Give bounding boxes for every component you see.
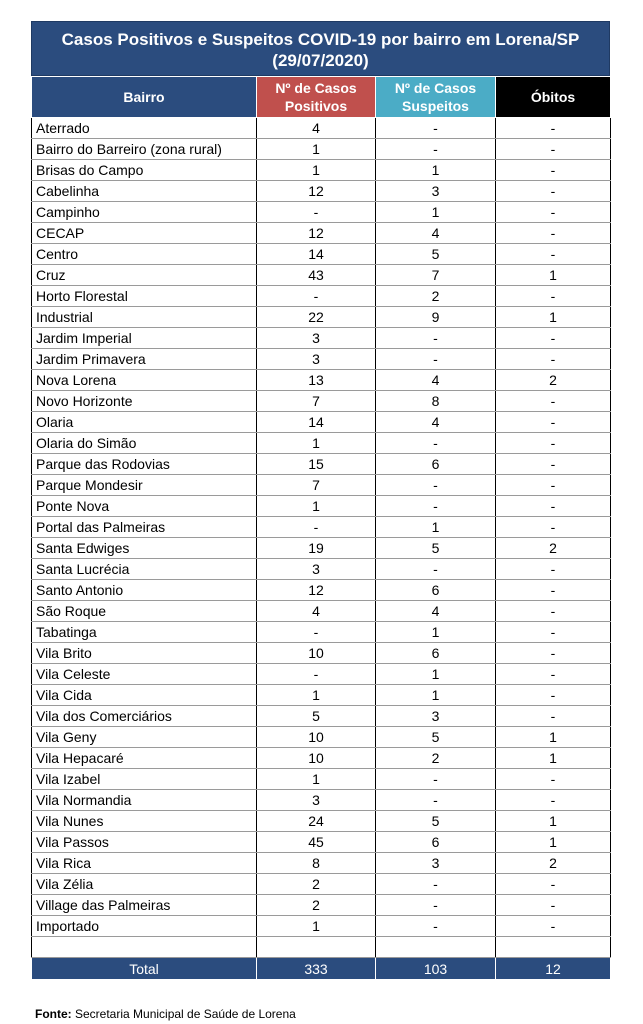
table-row xyxy=(32,622,611,643)
cell-suspeitos: 1 xyxy=(376,517,496,538)
cell-obitos: - xyxy=(496,286,611,307)
cell-bairro: Portal das Palmeiras xyxy=(32,517,257,538)
table-row xyxy=(32,727,611,748)
cell-bairro: Nova Lorena xyxy=(32,370,257,391)
header-positivos: Nº de Casos Positivos xyxy=(257,77,376,118)
cell-positivos: 43 xyxy=(257,265,376,286)
total-suspeitos: 103 xyxy=(376,958,496,980)
cell-bairro: Tabatinga xyxy=(32,622,257,643)
cell-obitos: 1 xyxy=(496,265,611,286)
spacer-cell xyxy=(257,937,376,958)
cell-obitos: - xyxy=(496,559,611,580)
cell-obitos: - xyxy=(496,874,611,895)
cell-bairro: Ponte Nova xyxy=(32,496,257,517)
table-row xyxy=(32,349,611,370)
table-row xyxy=(32,181,611,202)
cell-suspeitos: 9 xyxy=(376,307,496,328)
cell-suspeitos: 1 xyxy=(376,685,496,706)
cell-suspeitos: 3 xyxy=(376,181,496,202)
cell-positivos: - xyxy=(257,664,376,685)
cell-suspeitos: 6 xyxy=(376,454,496,475)
table-row xyxy=(32,433,611,454)
cell-positivos: - xyxy=(257,622,376,643)
cell-suspeitos: - xyxy=(376,349,496,370)
cell-obitos: - xyxy=(496,349,611,370)
table-row xyxy=(32,328,611,349)
header-bairro: Bairro xyxy=(32,77,257,118)
table-row xyxy=(32,664,611,685)
header-row xyxy=(32,77,611,118)
table-row xyxy=(32,370,611,391)
cell-suspeitos: - xyxy=(376,433,496,454)
cell-obitos: - xyxy=(496,916,611,937)
cell-positivos: 10 xyxy=(257,748,376,769)
cell-obitos: - xyxy=(496,664,611,685)
source-label: Fonte: xyxy=(35,1007,72,1021)
table-row xyxy=(32,517,611,538)
cell-bairro: Jardim Imperial xyxy=(32,328,257,349)
cell-suspeitos: - xyxy=(376,916,496,937)
cell-positivos: 45 xyxy=(257,832,376,853)
cell-suspeitos: 4 xyxy=(376,412,496,433)
cell-suspeitos: 6 xyxy=(376,643,496,664)
cell-obitos: - xyxy=(496,496,611,517)
table-body xyxy=(32,118,611,937)
cell-bairro: Santa Edwiges xyxy=(32,538,257,559)
cell-bairro: Bairro do Barreiro (zona rural) xyxy=(32,139,257,160)
cell-obitos: - xyxy=(496,391,611,412)
cell-obitos: - xyxy=(496,706,611,727)
table-row xyxy=(32,118,611,139)
cell-suspeitos: - xyxy=(376,496,496,517)
cell-obitos: - xyxy=(496,769,611,790)
cell-bairro: Vila Izabel xyxy=(32,769,257,790)
cell-bairro: Santo Antonio xyxy=(32,580,257,601)
total-label: Total xyxy=(32,958,257,980)
cell-bairro: Santa Lucrécia xyxy=(32,559,257,580)
cell-positivos: 3 xyxy=(257,328,376,349)
cell-obitos: 2 xyxy=(496,853,611,874)
cell-obitos: - xyxy=(496,202,611,223)
table-row xyxy=(32,475,611,496)
cell-bairro: Parque Mondesir xyxy=(32,475,257,496)
cell-suspeitos: - xyxy=(376,118,496,139)
table-row xyxy=(32,244,611,265)
cell-suspeitos: - xyxy=(376,790,496,811)
cell-obitos: - xyxy=(496,160,611,181)
cell-suspeitos: 2 xyxy=(376,748,496,769)
cell-bairro: Vila Normandia xyxy=(32,790,257,811)
cell-bairro: Olaria xyxy=(32,412,257,433)
cell-positivos: 12 xyxy=(257,580,376,601)
cell-obitos: - xyxy=(496,433,611,454)
table-row xyxy=(32,580,611,601)
cell-bairro: Cruz xyxy=(32,265,257,286)
cell-obitos: - xyxy=(496,118,611,139)
cell-positivos: 14 xyxy=(257,412,376,433)
table-row xyxy=(32,853,611,874)
table-row xyxy=(32,265,611,286)
cell-suspeitos: 2 xyxy=(376,286,496,307)
cell-positivos: 7 xyxy=(257,391,376,412)
cell-obitos: - xyxy=(496,475,611,496)
cell-obitos: - xyxy=(496,517,611,538)
cell-obitos: - xyxy=(496,622,611,643)
source-text: Secretaria Municipal de Saúde de Lorena xyxy=(75,1007,296,1021)
cell-positivos: 19 xyxy=(257,538,376,559)
cell-positivos: 10 xyxy=(257,643,376,664)
table-row xyxy=(32,769,611,790)
spacer-cell xyxy=(376,937,496,958)
cell-bairro: Jardim Primavera xyxy=(32,349,257,370)
table-row xyxy=(32,643,611,664)
cell-bairro: Vila dos Comerciários xyxy=(32,706,257,727)
cell-obitos: - xyxy=(496,139,611,160)
cell-bairro: Horto Florestal xyxy=(32,286,257,307)
cell-obitos: 2 xyxy=(496,370,611,391)
cell-bairro: Vila Cida xyxy=(32,685,257,706)
cell-suspeitos: 3 xyxy=(376,706,496,727)
spacer-row xyxy=(32,937,611,958)
cell-positivos: 14 xyxy=(257,244,376,265)
table-row xyxy=(32,874,611,895)
cell-obitos: 1 xyxy=(496,811,611,832)
table-row xyxy=(32,790,611,811)
cell-suspeitos: 1 xyxy=(376,622,496,643)
cell-obitos: - xyxy=(496,601,611,622)
table-row xyxy=(32,895,611,916)
cell-suspeitos: - xyxy=(376,874,496,895)
cell-bairro: Vila Zélia xyxy=(32,874,257,895)
cell-suspeitos: 5 xyxy=(376,811,496,832)
cell-bairro: Cabelinha xyxy=(32,181,257,202)
cell-suspeitos: 1 xyxy=(376,202,496,223)
table-row xyxy=(32,496,611,517)
cell-positivos: 3 xyxy=(257,790,376,811)
cell-positivos: 4 xyxy=(257,601,376,622)
total-row xyxy=(32,958,611,980)
cell-suspeitos: - xyxy=(376,139,496,160)
cell-bairro: Centro xyxy=(32,244,257,265)
table-title: Casos Positivos e Suspeitos COVID-19 por bairro em Lorena/SP (29/07/2020) xyxy=(31,21,610,76)
cell-positivos: - xyxy=(257,286,376,307)
cell-bairro: Vila Celeste xyxy=(32,664,257,685)
table-row xyxy=(32,412,611,433)
cell-suspeitos: - xyxy=(376,769,496,790)
cases-table xyxy=(31,76,611,980)
cell-positivos: 1 xyxy=(257,433,376,454)
cell-obitos: - xyxy=(496,643,611,664)
cell-positivos: 1 xyxy=(257,139,376,160)
table-row xyxy=(32,454,611,475)
table-row xyxy=(32,391,611,412)
cell-positivos: 22 xyxy=(257,307,376,328)
table-row xyxy=(32,706,611,727)
cell-obitos: - xyxy=(496,895,611,916)
table-row xyxy=(32,559,611,580)
cell-suspeitos: 5 xyxy=(376,727,496,748)
cell-obitos: - xyxy=(496,580,611,601)
cell-suspeitos: 6 xyxy=(376,580,496,601)
table-row xyxy=(32,307,611,328)
cell-obitos: 1 xyxy=(496,748,611,769)
cell-positivos: 3 xyxy=(257,559,376,580)
spacer-cell xyxy=(32,937,257,958)
cell-positivos: 12 xyxy=(257,181,376,202)
cell-positivos: 1 xyxy=(257,916,376,937)
cell-positivos: - xyxy=(257,517,376,538)
cell-obitos: - xyxy=(496,223,611,244)
covid-table-container xyxy=(31,21,610,980)
table-row xyxy=(32,202,611,223)
table-row xyxy=(32,601,611,622)
cell-obitos: 2 xyxy=(496,538,611,559)
cell-positivos: - xyxy=(257,202,376,223)
cell-bairro: Novo Horizonte xyxy=(32,391,257,412)
cell-obitos: - xyxy=(496,412,611,433)
cell-suspeitos: 7 xyxy=(376,265,496,286)
cell-positivos: 24 xyxy=(257,811,376,832)
cell-obitos: - xyxy=(496,685,611,706)
cell-positivos: 7 xyxy=(257,475,376,496)
cell-positivos: 5 xyxy=(257,706,376,727)
cell-positivos: 4 xyxy=(257,118,376,139)
cell-positivos: 13 xyxy=(257,370,376,391)
cell-bairro: Parque das Rodovias xyxy=(32,454,257,475)
cell-positivos: 2 xyxy=(257,874,376,895)
cell-positivos: 1 xyxy=(257,685,376,706)
spacer-cell xyxy=(496,937,611,958)
cell-positivos: 2 xyxy=(257,895,376,916)
cell-bairro: Vila Brito xyxy=(32,643,257,664)
table-row xyxy=(32,748,611,769)
table-row xyxy=(32,538,611,559)
table-row xyxy=(32,811,611,832)
cell-bairro: São Roque xyxy=(32,601,257,622)
table-row xyxy=(32,160,611,181)
cell-positivos: 3 xyxy=(257,349,376,370)
cell-bairro: Vila Rica xyxy=(32,853,257,874)
cell-obitos: - xyxy=(496,454,611,475)
cell-obitos: - xyxy=(496,181,611,202)
header-suspeitos: Nº de Casos Suspeitos xyxy=(376,77,496,118)
source-note xyxy=(35,1007,296,1021)
cell-bairro: Olaria do Simão xyxy=(32,433,257,454)
cell-bairro: Vila Hepacaré xyxy=(32,748,257,769)
cell-suspeitos: 5 xyxy=(376,538,496,559)
cell-suspeitos: 3 xyxy=(376,853,496,874)
cell-positivos: 8 xyxy=(257,853,376,874)
cell-obitos: 1 xyxy=(496,832,611,853)
cell-bairro: Industrial xyxy=(32,307,257,328)
cell-suspeitos: 4 xyxy=(376,601,496,622)
table-row xyxy=(32,139,611,160)
table-row xyxy=(32,286,611,307)
cell-bairro: Importado xyxy=(32,916,257,937)
table-row xyxy=(32,223,611,244)
total-positivos: 333 xyxy=(257,958,376,980)
total-obitos: 12 xyxy=(496,958,611,980)
cell-obitos: 1 xyxy=(496,307,611,328)
header-obitos: Óbitos xyxy=(496,77,611,118)
cell-suspeitos: 4 xyxy=(376,223,496,244)
table-row xyxy=(32,916,611,937)
cell-positivos: 12 xyxy=(257,223,376,244)
cell-positivos: 1 xyxy=(257,496,376,517)
cell-obitos: 1 xyxy=(496,727,611,748)
cell-bairro: Vila Geny xyxy=(32,727,257,748)
cell-bairro: Brisas do Campo xyxy=(32,160,257,181)
cell-suspeitos: 8 xyxy=(376,391,496,412)
cell-positivos: 15 xyxy=(257,454,376,475)
table-row xyxy=(32,685,611,706)
cell-obitos: - xyxy=(496,328,611,349)
cell-bairro: CECAP xyxy=(32,223,257,244)
cell-bairro: Vila Passos xyxy=(32,832,257,853)
cell-suspeitos: - xyxy=(376,475,496,496)
table-row xyxy=(32,832,611,853)
cell-positivos: 10 xyxy=(257,727,376,748)
cell-suspeitos: 6 xyxy=(376,832,496,853)
cell-suspeitos: - xyxy=(376,328,496,349)
cell-bairro: Aterrado xyxy=(32,118,257,139)
cell-positivos: 1 xyxy=(257,769,376,790)
cell-suspeitos: - xyxy=(376,895,496,916)
cell-suspeitos: 1 xyxy=(376,160,496,181)
cell-suspeitos: 5 xyxy=(376,244,496,265)
cell-suspeitos: 4 xyxy=(376,370,496,391)
cell-obitos: - xyxy=(496,244,611,265)
cell-suspeitos: - xyxy=(376,559,496,580)
cell-bairro: Village das Palmeiras xyxy=(32,895,257,916)
cell-positivos: 1 xyxy=(257,160,376,181)
cell-suspeitos: 1 xyxy=(376,664,496,685)
cell-bairro: Vila Nunes xyxy=(32,811,257,832)
cell-bairro: Campinho xyxy=(32,202,257,223)
cell-obitos: - xyxy=(496,790,611,811)
